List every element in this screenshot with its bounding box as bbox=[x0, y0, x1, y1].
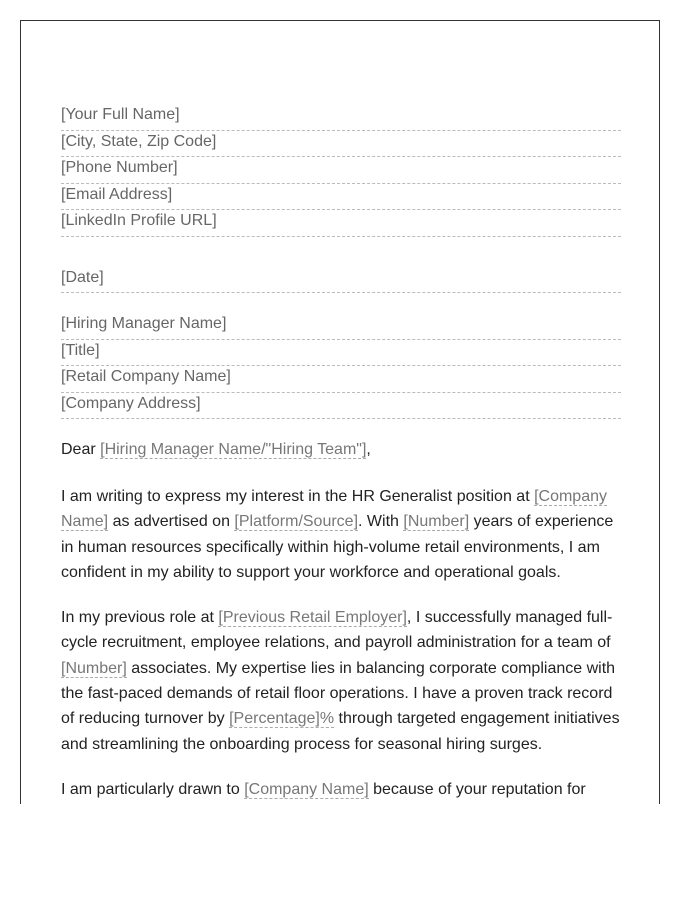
paragraph-text: I am particularly drawn to bbox=[61, 780, 245, 798]
date-field[interactable]: [Date] bbox=[61, 267, 621, 294]
body-paragraph-1 bbox=[61, 484, 621, 585]
paragraph-text: because of your reputation for bbox=[368, 780, 586, 798]
letter-content bbox=[61, 104, 621, 802]
sender-city-state-zip-field[interactable]: [City, State, Zip Code] bbox=[61, 131, 621, 158]
platform-source-placeholder[interactable]: [Platform/Source] bbox=[234, 513, 359, 531]
years-number-placeholder[interactable]: [Number] bbox=[403, 513, 470, 531]
recipient-address-field[interactable]: [Company Address] bbox=[61, 393, 621, 420]
letter-page bbox=[20, 20, 660, 804]
previous-employer-placeholder[interactable]: [Previous Retail Employer] bbox=[218, 609, 407, 627]
sender-full-name-field[interactable]: [Your Full Name] bbox=[61, 104, 621, 131]
sender-email-field[interactable]: [Email Address] bbox=[61, 184, 621, 211]
recipient-title-field[interactable]: [Title] bbox=[61, 340, 621, 367]
paragraph-text: years of experience in human resources specifically within high-volume retail environments, I am confident in my ability to support your workforce and operational goals. bbox=[61, 513, 614, 581]
sender-block bbox=[61, 104, 621, 237]
salutation-suffix: , bbox=[366, 441, 371, 458]
paragraph-text: . With bbox=[358, 513, 404, 531]
recipient-company-field[interactable]: [Retail Company Name] bbox=[61, 366, 621, 393]
paragraph-text: , I successfully managed full-cycle recruitment, employee relations, and payroll administration for a team of bbox=[61, 609, 613, 652]
recipient-hiring-manager-field[interactable]: [Hiring Manager Name] bbox=[61, 313, 621, 340]
paragraph-text: associates. My expertise lies in balancing corporate compliance with the fast-paced demands of retail floor operations. I have a proven track record of reducing turnover by bbox=[61, 659, 616, 728]
salutation-name-placeholder[interactable]: [Hiring Manager Name/"Hiring Team"] bbox=[100, 441, 367, 458]
company-name-placeholder[interactable]: [Company Name] bbox=[61, 488, 607, 531]
salutation bbox=[61, 439, 621, 461]
recipient-block bbox=[61, 313, 621, 419]
paragraph-text: through targeted engagement initiatives and streamlining the onboarding process for seasonal hiring surges. bbox=[61, 710, 620, 753]
team-size-number-placeholder[interactable]: [Number] bbox=[61, 659, 127, 677]
percentage-placeholder[interactable]: [Percentage]% bbox=[229, 710, 335, 728]
paragraph-text: In my previous role at bbox=[61, 609, 219, 627]
sender-linkedin-field[interactable]: [LinkedIn Profile URL] bbox=[61, 210, 621, 237]
body-paragraph-3 bbox=[61, 777, 621, 802]
company-name-placeholder[interactable]: [Company Name] bbox=[244, 780, 369, 798]
sender-phone-field[interactable]: [Phone Number] bbox=[61, 157, 621, 184]
paragraph-text: I am writing to express my interest in the HR Generalist position at bbox=[61, 488, 535, 505]
body-paragraph-2 bbox=[61, 605, 621, 757]
salutation-prefix: Dear bbox=[61, 441, 101, 458]
paragraph-text: as advertised on bbox=[108, 513, 235, 531]
